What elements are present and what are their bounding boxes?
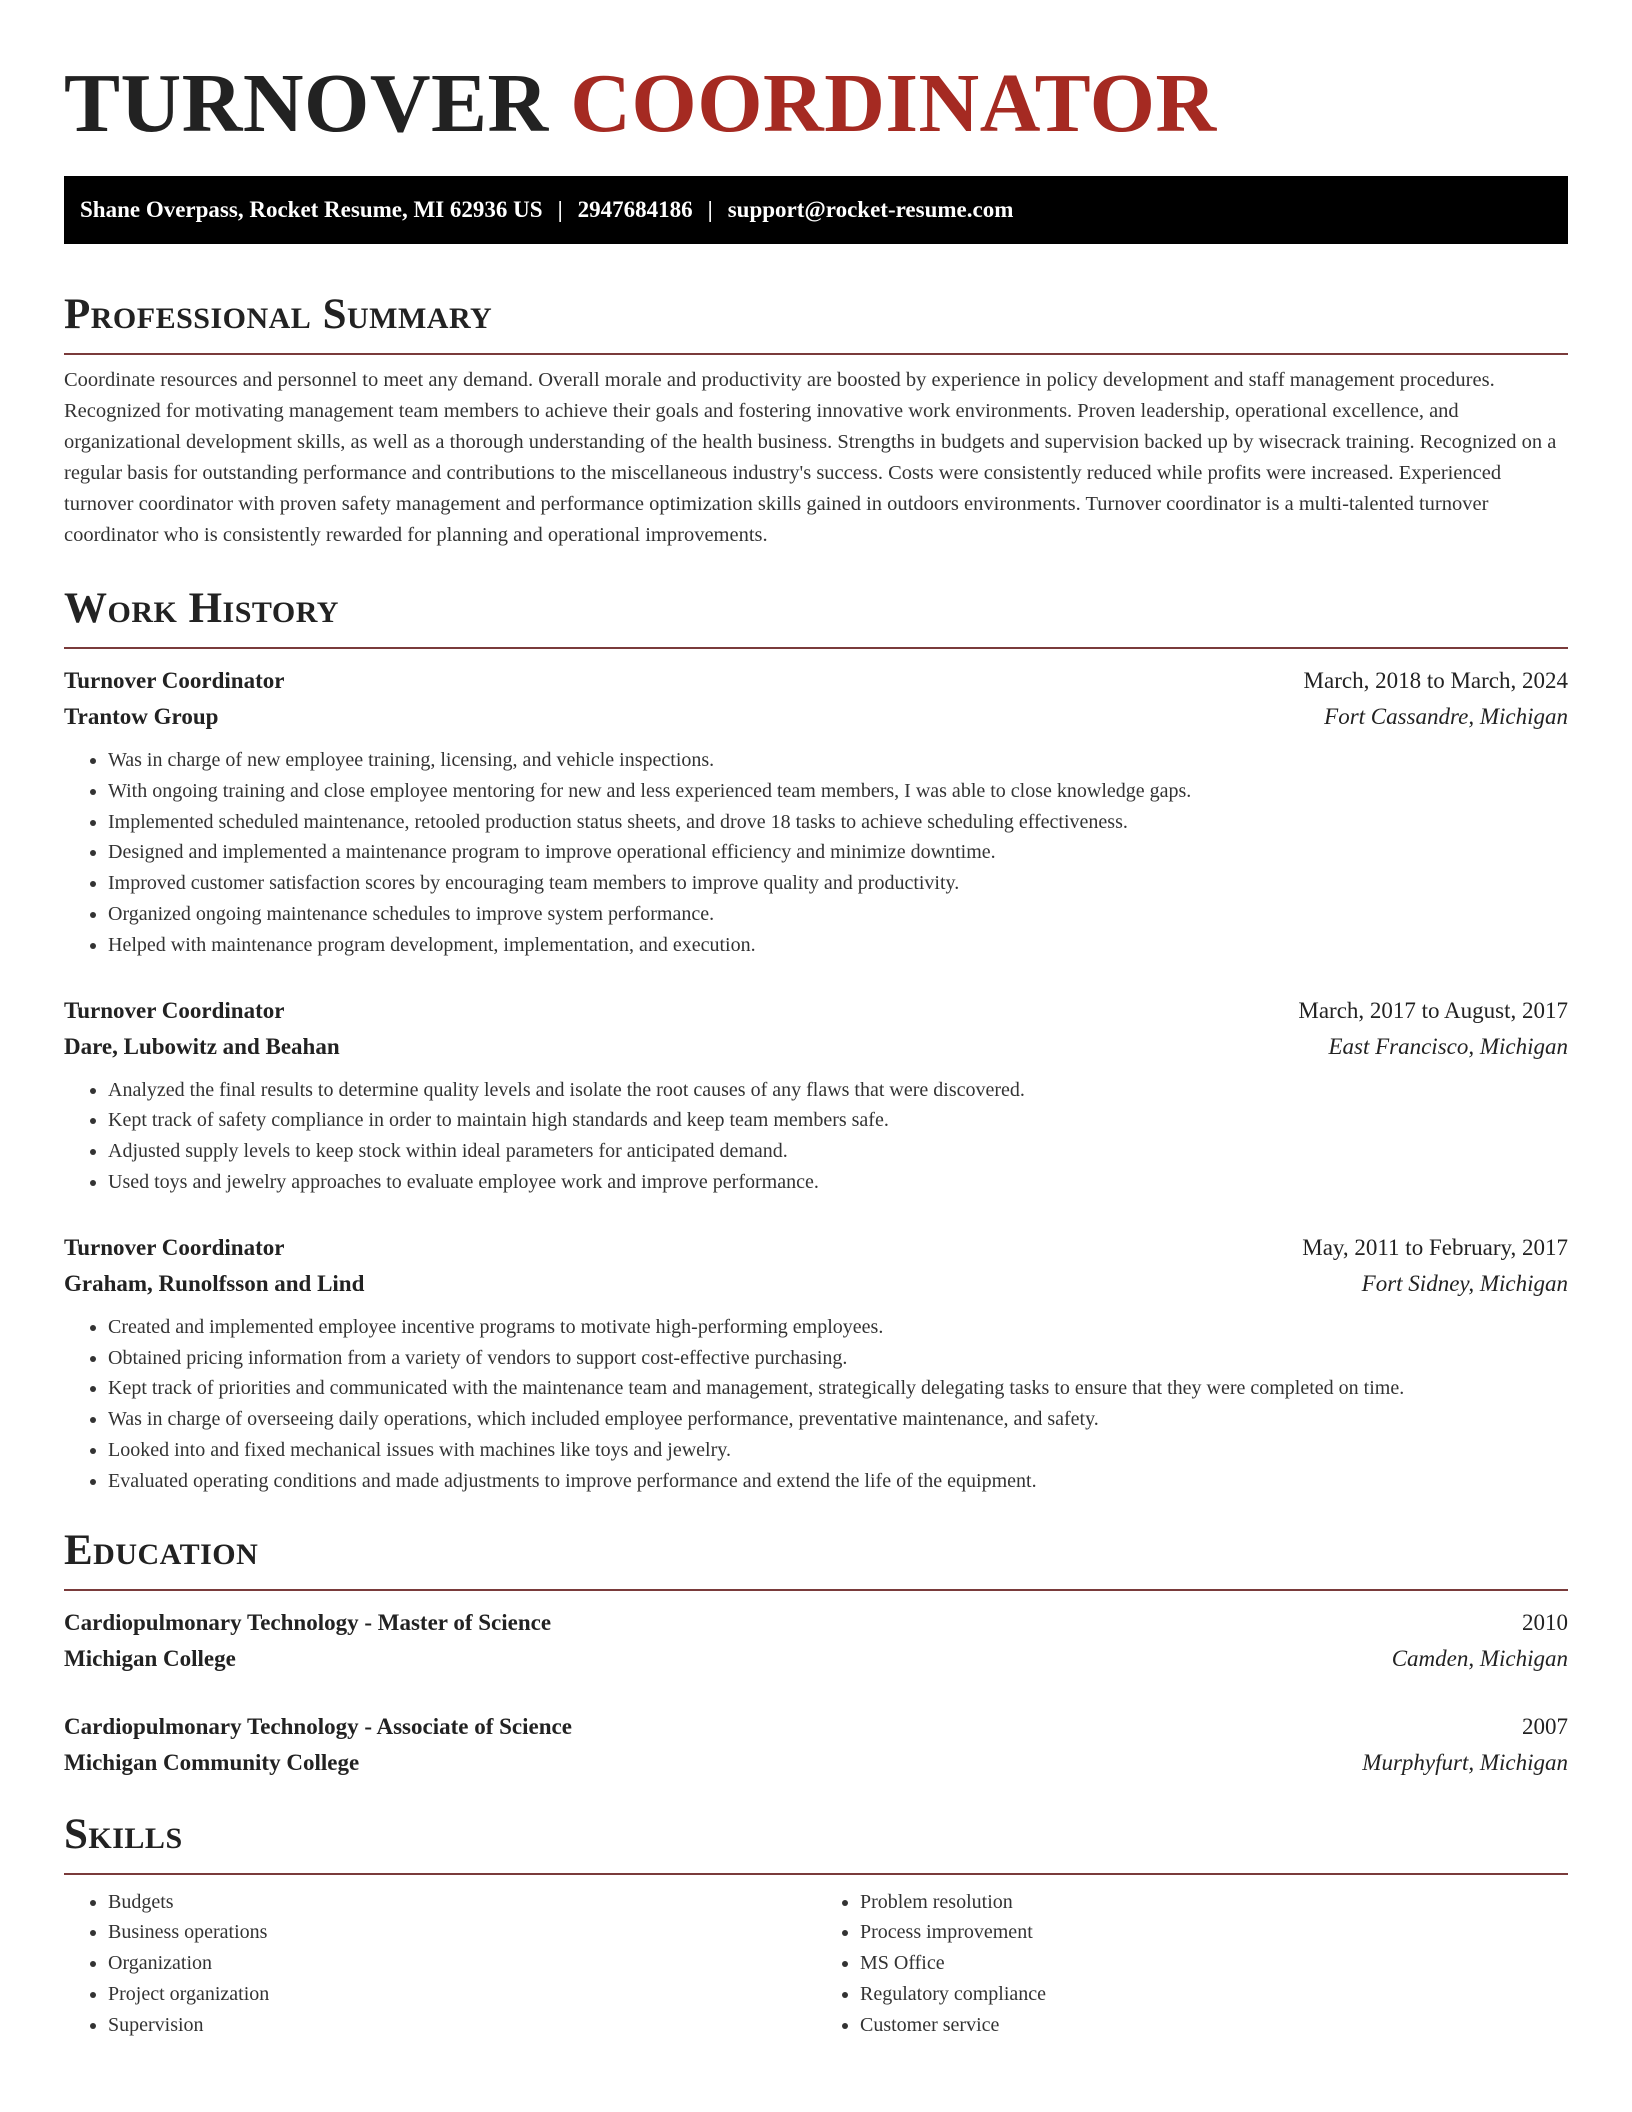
section-divider [64,647,1568,649]
job-entry [64,993,1568,1198]
list-item: • Project organization [108,1979,816,2010]
section-heading: Work History [64,585,339,632]
work-history-section [64,585,1568,1497]
section-divider [64,1873,1568,1875]
job-location: Fort Cassandre, Michigan [1324,704,1568,729]
list-item: • Was in charge of overseeing daily operations, which included employee performance, preventative maintenance, and safety. [108,1404,1568,1435]
section-divider [64,353,1568,355]
education-location: Murphyfurt, Michigan [1362,1749,1568,1775]
job-title: Turnover Coordinator [64,1234,285,1260]
education-school: Michigan College [64,1645,236,1671]
list-item: • Analyzed the final results to determine quality levels and isolate the root causes of any flaws that were discovered. [108,1075,1568,1106]
skills-columns [64,1887,1568,2041]
job-dates: May, 2011 to February, 2017 [1302,1234,1568,1260]
education-entry [64,1709,1568,1781]
skills-list-left [64,1887,816,2041]
education-entry [64,1605,1568,1677]
education-degree-row [64,1709,1568,1745]
list-item: • Budgets [108,1887,816,1918]
list-item: • Kept track of safety compliance in order to maintain high standards and keep team members safe. [108,1105,1568,1136]
list-item: • Regulatory compliance [860,1979,1568,2010]
job-company-row [64,1266,1568,1302]
education-degree-row [64,1605,1568,1641]
skills-section [64,1811,1568,2041]
list-item: • Customer service [860,2010,1568,2041]
list-item: • With ongoing training and close employee mentoring for new and less experienced team members, I was able to close knowledge gaps. [108,776,1568,807]
contact-phone: 2947684186 [577,197,693,222]
job-title: Turnover Coordinator [64,668,285,693]
job-bullets [64,1312,1568,1497]
section-heading: Education [64,1526,259,1574]
job-entry [64,663,1568,961]
list-item: • Process improvement [860,1917,1568,1948]
list-item: • Organized ongoing maintenance schedules to improve system performance. [108,899,1568,930]
section-heading: Professional Summary [64,291,493,338]
job-company-row [64,699,1568,735]
section-divider [64,1589,1568,1591]
list-item: • Kept track of priorities and communicated with the maintenance team and management, strategically delegating tasks to ensure that they were completed on time. [108,1373,1568,1404]
education-degree: Cardiopulmonary Technology - Associate of Science [64,1713,572,1739]
summary-text: Coordinate resources and personnel to meet any demand. Overall morale and productivity are boosted by experience in policy development and staff management procedures. Recognized for motivating management team members to achieve their goals and fostering innovative work environments. Proven leadership, operational excellence, and organizational development skills, as well as a thorough understanding of the health business. Strengths in budgets and supervision backed up by wisecrack training. Recognized on a regular basis for outstanding performance and contributions to the miscellaneous industry's success. Costs were consistently reduced while profits were increased. Experienced turnover coordinator with proven safety management and performance optimization skills gained in outdoors environments. Turnover coordinator is a multi-talented turnover coordinator who is consistently rewarded for planning and operational improvements. [64,369,1557,546]
job-location: East Francisco, Michigan [1328,1033,1568,1059]
education-degree: Cardiopulmonary Technology - Master of Science [64,1609,552,1635]
job-company: Dare, Lubowitz and Beahan [64,1033,340,1059]
title-last-word: COORDINATOR [570,57,1217,150]
list-item: • Obtained pricing information from a variety of vendors to support cost-effective purchasing. [108,1343,1568,1374]
list-item: • Looked into and fixed mechanical issues with machines like toys and jewelry. [108,1435,1568,1466]
skills-list-right [816,1887,1568,2041]
job-location: Fort Sidney, Michigan [1361,1270,1568,1296]
contact-address: Shane Overpass, Rocket Resume, MI 62936 US [80,197,543,222]
list-item: • Helped with maintenance program development, implementation, and execution. [108,930,1568,961]
list-item: • Evaluated operating conditions and made adjustments to improve performance and extend the life of the equipment. [108,1466,1568,1497]
list-item: • Problem resolution [860,1887,1568,1918]
job-company-row [64,1029,1568,1065]
list-item: • Improved customer satisfaction scores by encouraging team members to improve quality and productivity. [108,868,1568,899]
list-item: • Business operations [108,1917,816,1948]
job-header-row [64,663,1568,699]
list-item: • Designed and implemented a maintenance program to improve operational efficiency and minimize downtime. [108,837,1568,868]
list-item: • MS Office [860,1948,1568,1979]
education-year: 2007 [1522,1713,1568,1739]
job-bullets [64,745,1568,961]
job-title: Turnover Coordinator [64,997,285,1023]
job-entry [64,1230,1568,1497]
job-header-row [64,1230,1568,1266]
contact-separator: | [707,197,713,222]
job-company: Trantow Group [64,704,219,729]
list-item: • Supervision [108,2010,816,2041]
education-school-row [64,1745,1568,1781]
title-first-word: TURNOVER [64,57,549,150]
education-year: 2010 [1522,1609,1568,1635]
job-company: Graham, Runolfsson and Lind [64,1270,365,1296]
job-dates: March, 2018 to March, 2024 [1303,668,1568,693]
list-item: • Created and implemented employee incentive programs to motivate high-performing employees. [108,1312,1568,1343]
resume-title [64,0,1568,150]
education-school: Michigan Community College [64,1749,360,1775]
contact-email: support@rocket-resume.com [727,197,1014,222]
contact-bar [64,176,1568,244]
job-bullets [64,1075,1568,1198]
list-item: • Implemented scheduled maintenance, retooled production status sheets, and drove 18 tasks to achieve scheduling effectiveness. [108,807,1568,838]
summary-section [64,291,1568,551]
education-school-row [64,1641,1568,1677]
education-location: Camden, Michigan [1391,1645,1568,1671]
list-item: • Organization [108,1948,816,1979]
section-heading: Skills [64,1810,183,1858]
contact-separator: | [557,197,563,222]
job-dates: March, 2017 to August, 2017 [1298,997,1568,1023]
job-header-row [64,993,1568,1029]
education-section [64,1527,1568,1781]
list-item: • Adjusted supply levels to keep stock within ideal parameters for anticipated demand. [108,1136,1568,1167]
list-item: • Was in charge of new employee training, licensing, and vehicle inspections. [108,745,1568,776]
list-item: • Used toys and jewelry approaches to evaluate employee work and improve performance. [108,1167,1568,1198]
